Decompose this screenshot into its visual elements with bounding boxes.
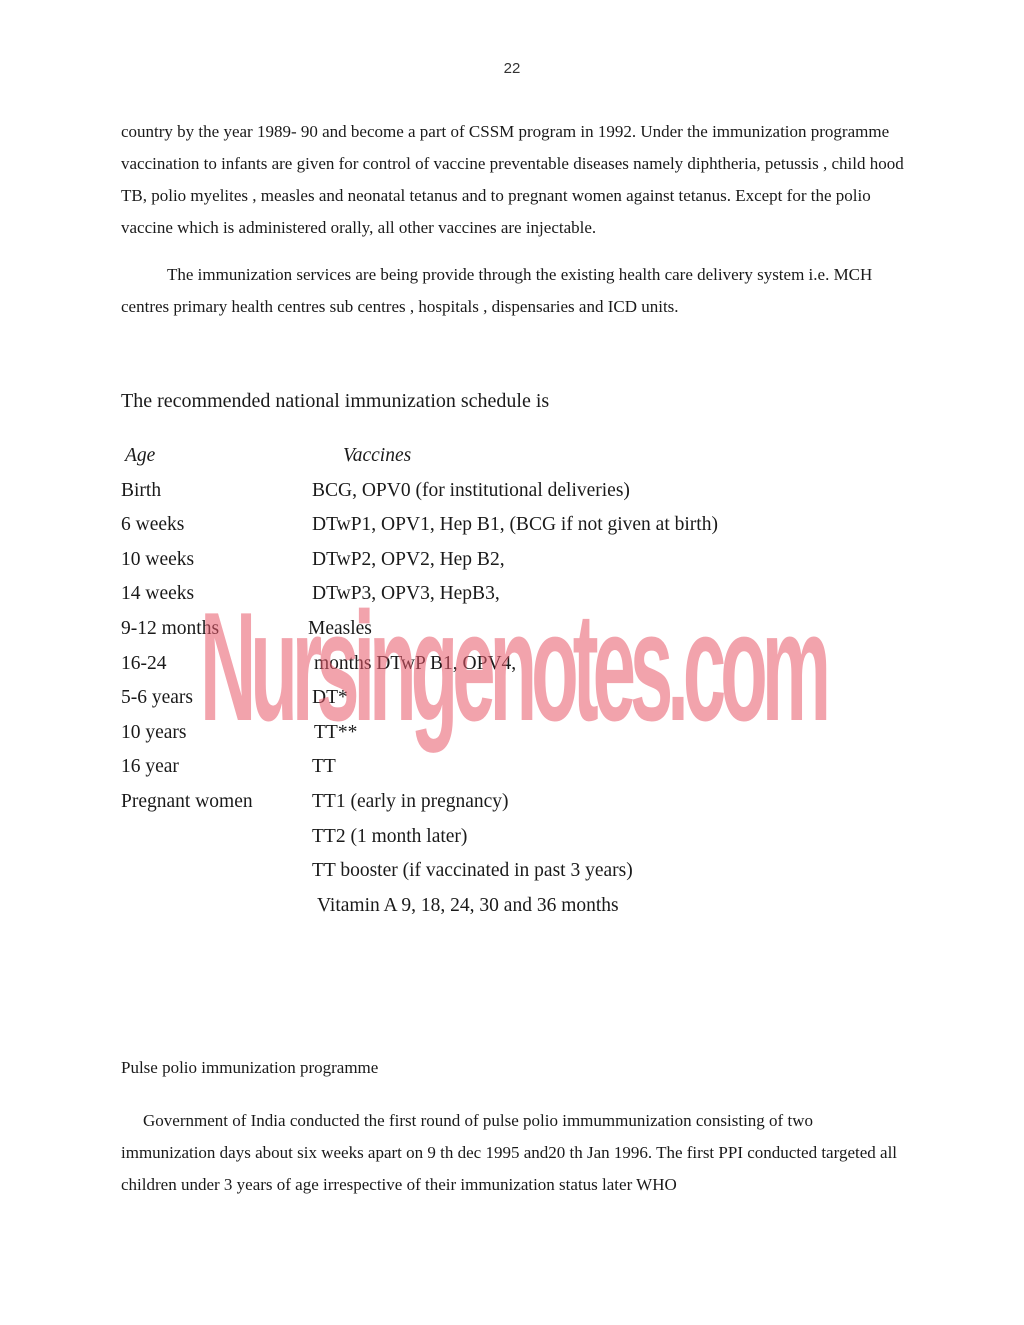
services-paragraph-text: The immunization services are being provide through the existing health care delivery system i.e. MCH centres primary health centres sub centres , hospitals , dispensaries and ICD units. (121, 265, 873, 316)
schedule-age: 6 weeks (121, 514, 185, 536)
schedule-vaccines: TT2 (1 month later) (312, 825, 468, 847)
schedule-vaccines: Vitamin A 9, 18, 24, 30 and 36 months (317, 894, 619, 916)
vaccines-column-header: Vaccines (343, 445, 412, 466)
schedule-vaccines: DTwP2, OPV2, Hep B2, (312, 548, 505, 570)
schedule-header-row (121, 439, 881, 474)
schedule-row (121, 508, 881, 543)
schedule-row (121, 854, 881, 889)
schedule-age: 10 years (121, 721, 187, 743)
schedule-vaccines: TT** (314, 721, 358, 743)
schedule-row (121, 820, 881, 855)
schedule-vaccines: Measles (308, 617, 372, 639)
schedule-row (121, 785, 881, 820)
schedule-age: 16 year (121, 756, 179, 778)
schedule-age: 10 weeks (121, 548, 195, 570)
schedule-vaccines: TT booster (if vaccinated in past 3 years) (312, 860, 633, 882)
schedule-row (121, 577, 881, 612)
schedule-row (121, 612, 881, 647)
schedule-row (121, 681, 881, 716)
schedule-vaccines: BCG, OPV0 (for institutional deliveries) (312, 479, 630, 501)
schedule-intro: The recommended national immunization schedule is (121, 390, 550, 412)
pulse-polio-paragraph (121, 1105, 911, 1201)
schedule-vaccines: DTwP1, OPV1, Hep B1, (BCG if not given at birth) (312, 514, 718, 536)
immunization-schedule (121, 439, 881, 923)
pulse-polio-paragraph-text: Government of India conducted the first round of pulse polio immummunization consisting of two immunization days about six weeks apart on 9 th dec 1995 and20 th Jan 1996. The first PPI conducted targeted all children under 3 years of age irrespective of their immunization status later WHO (121, 1111, 898, 1194)
schedule-age: Birth (121, 479, 162, 501)
schedule-age: 16-24 (121, 652, 167, 674)
schedule-vaccines: TT (312, 756, 336, 778)
schedule-row (121, 716, 881, 751)
age-column-header: Age (125, 445, 156, 466)
schedule-vaccines: DTwP3, OPV3, HepB3, (312, 583, 500, 605)
watermark-text: Nursingenotes.com (200, 580, 827, 753)
schedule-row (121, 750, 881, 785)
schedule-row (121, 647, 881, 682)
schedule-vaccines: TT1 (early in pregnancy) (312, 790, 509, 812)
section-heading: Pulse polio immunization programme (121, 1058, 379, 1077)
schedule-row (121, 474, 881, 509)
schedule-row (121, 889, 881, 924)
services-paragraph (121, 259, 911, 323)
intro-paragraph: country by the year 1989- 90 and become a part of CSSM program in 1992. Under the immunization programme vaccination to infants are given for control of vaccine preventable diseases namely diphtheria, petussis , child hood TB, polio myelites , measles and neonatal tetanus and to pregnant women against tetanus. Except for the polio vaccine which is administered orally, all other vaccines are injectable. (121, 122, 904, 237)
schedule-row (121, 543, 881, 578)
schedule-age: 14 weeks (121, 583, 195, 605)
schedule-vaccines: months DTwP B1, OPV4, (314, 652, 517, 674)
schedule-age: 5-6 years (121, 687, 194, 709)
schedule-age: Pregnant women (121, 790, 253, 812)
page-number: 22 (503, 60, 521, 77)
schedule-age: 9-12 months (121, 617, 220, 639)
schedule-vaccines: DT* (312, 687, 348, 709)
